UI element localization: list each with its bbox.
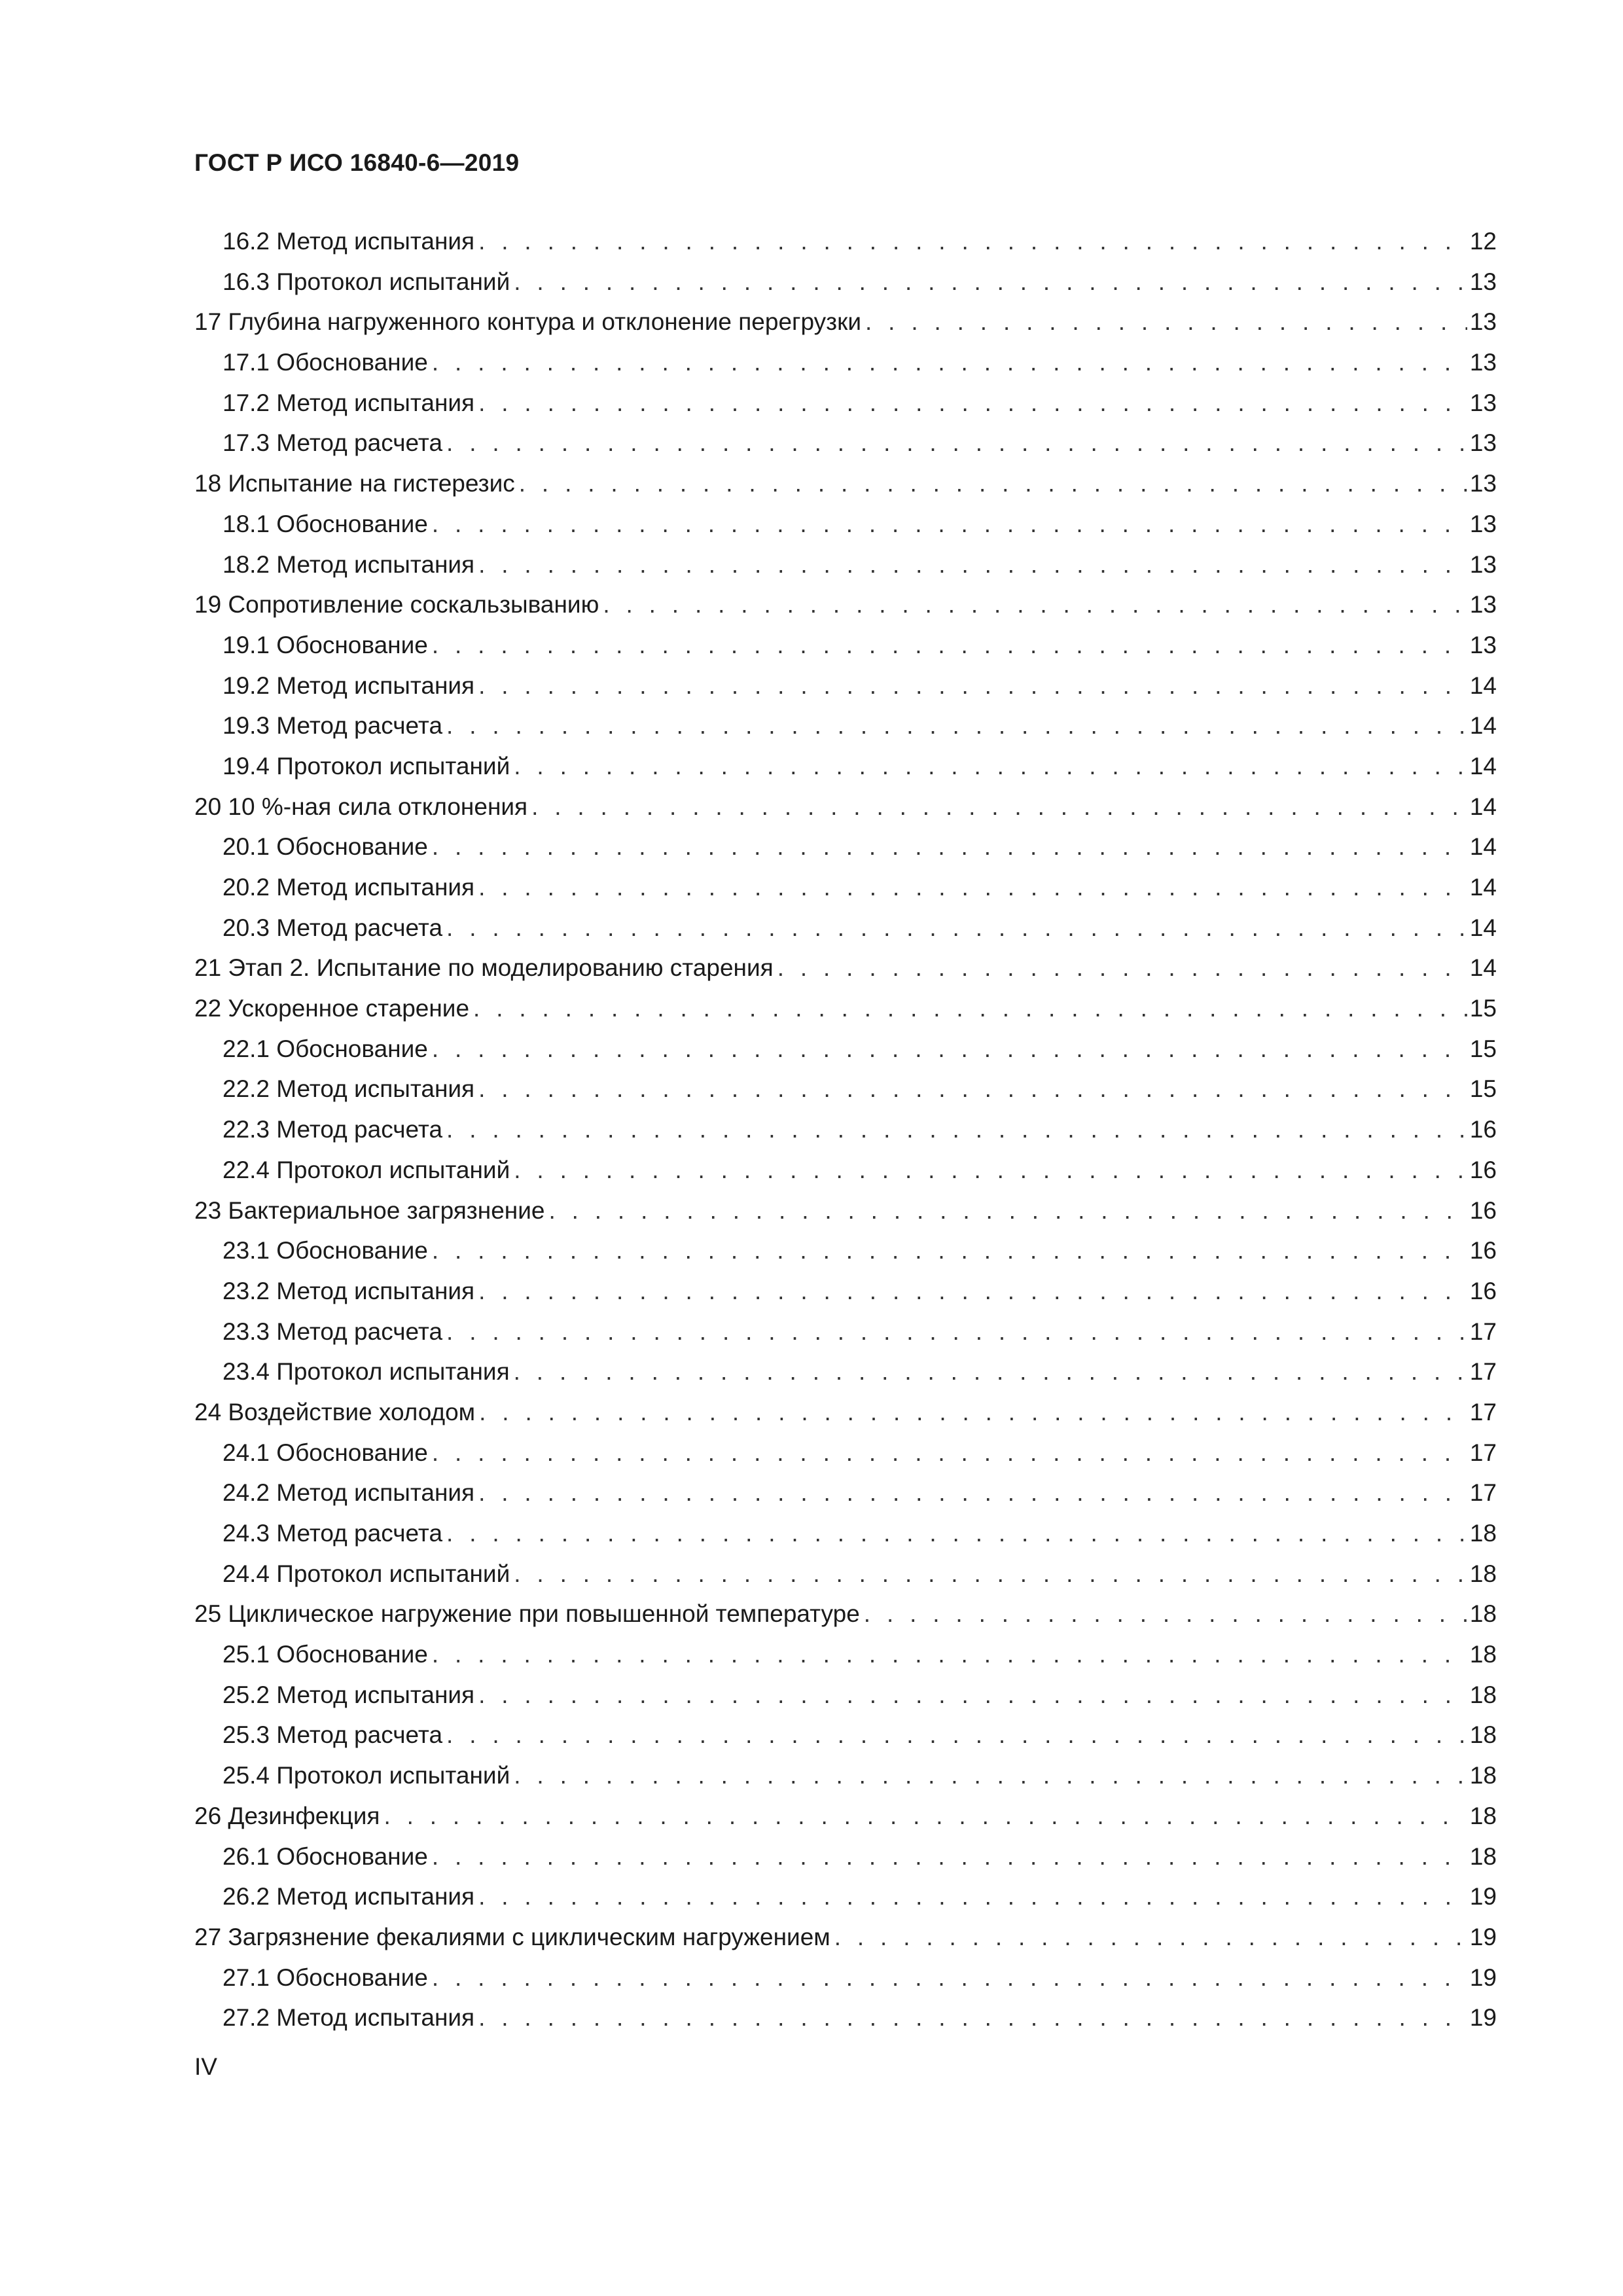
toc-entry-title: 16.3 Протокол испытаний [223, 268, 510, 295]
toc-entry-title: 19.1 Обоснование [223, 631, 428, 658]
toc-entry-title: 18.1 Обоснование [223, 510, 428, 537]
toc-entry[interactable] [194, 1109, 1497, 1150]
toc-entry-page: 16 [1469, 1237, 1497, 1265]
toc-entry-title: 27.2 Метод испытания [223, 2004, 475, 2032]
toc-entry[interactable] [194, 827, 1497, 867]
toc-entry-title: 20 10 %-ная сила отклонения [194, 793, 528, 820]
toc-entry-title: 19 Сопротивление соскальзыванию [194, 591, 599, 619]
toc-entry[interactable] [194, 1876, 1497, 1917]
toc-entry-title: 23.2 Метод испытания [223, 1277, 475, 1304]
dot-leader [446, 1715, 1467, 1755]
toc-entry[interactable] [194, 302, 1497, 342]
table-of-contents [194, 221, 1497, 2038]
toc-entry-title: 17 Глубина нагруженного контура и отклонение перегрузки [194, 308, 861, 336]
toc-entry-title: 20.2 Метод испытания [223, 874, 475, 901]
toc-entry[interactable] [194, 1998, 1497, 2038]
toc-entry-page: 15 [1469, 1075, 1497, 1103]
dot-leader [446, 908, 1467, 948]
toc-entry-page: 16 [1469, 1156, 1497, 1183]
toc-entry-title: 22 Ускоренное старение [194, 995, 470, 1022]
toc-entry-title: 17.2 Метод испытания [223, 389, 475, 416]
dot-leader [446, 1513, 1467, 1554]
toc-entry[interactable] [194, 787, 1497, 827]
toc-entry-title: 25.1 Обоснование [223, 1641, 428, 1668]
toc-entry-page: 18 [1469, 1721, 1497, 1749]
toc-entry[interactable] [194, 1594, 1497, 1634]
toc-entry-page: 14 [1469, 793, 1497, 820]
toc-entry-page: 13 [1469, 308, 1497, 336]
toc-entry[interactable] [194, 545, 1497, 585]
toc-entry[interactable] [194, 504, 1497, 545]
toc-entry[interactable] [194, 1029, 1497, 1069]
toc-entry[interactable] [194, 1755, 1497, 1796]
toc-entry-title: 24.3 Метод расчета [223, 1520, 443, 1547]
toc-entry-title: 25 Циклическое нагружение при повышенной температуре [194, 1600, 860, 1628]
toc-entry-title: 26.2 Метод испытания [223, 1883, 475, 1910]
dot-leader [531, 787, 1467, 827]
toc-entry-page: 15 [1469, 1035, 1497, 1062]
toc-entry-page: 18 [1469, 1802, 1497, 1829]
dot-leader [834, 1917, 1467, 1958]
dot-leader [478, 1998, 1467, 2038]
dot-leader [478, 666, 1467, 706]
toc-entry-page: 18 [1469, 1560, 1497, 1587]
dot-leader [514, 1554, 1467, 1594]
toc-entry-title: 19.3 Метод расчета [223, 712, 443, 740]
toc-entry[interactable] [194, 1473, 1497, 1513]
toc-entry[interactable] [194, 706, 1497, 746]
dot-leader [432, 342, 1467, 383]
toc-entry[interactable] [194, 1958, 1497, 1998]
dot-leader [432, 1230, 1467, 1271]
toc-entry-title: 22.2 Метод испытания [223, 1075, 475, 1103]
toc-entry-page: 17 [1469, 1398, 1497, 1426]
dot-leader [446, 1109, 1467, 1150]
dot-leader [478, 221, 1467, 262]
toc-entry-page: 14 [1469, 833, 1497, 861]
toc-entry[interactable] [194, 988, 1497, 1029]
toc-entry[interactable] [194, 1917, 1497, 1958]
toc-entry-page: 18 [1469, 1641, 1497, 1668]
dot-leader [478, 1069, 1467, 1109]
toc-entry[interactable] [194, 666, 1497, 706]
toc-entry[interactable] [194, 1069, 1497, 1109]
toc-entry-page: 19 [1469, 1964, 1497, 1991]
toc-entry-title: 27.1 Обоснование [223, 1964, 428, 1991]
toc-entry-title: 22.4 Протокол испытаний [223, 1156, 510, 1183]
toc-entry-title: 21 Этап 2. Испытание по моделированию старения [194, 954, 774, 982]
toc-entry-title: 18 Испытание на гистерезис [194, 470, 515, 497]
toc-entry-page: 13 [1469, 268, 1497, 295]
toc-entry[interactable] [194, 584, 1497, 625]
toc-entry-title: 23 Бактериальное загрязнение [194, 1196, 545, 1224]
toc-entry[interactable] [194, 221, 1497, 262]
toc-entry[interactable] [194, 1392, 1497, 1433]
toc-entry[interactable] [194, 625, 1497, 666]
toc-entry[interactable] [194, 463, 1497, 504]
toc-entry-page: 13 [1469, 349, 1497, 376]
toc-entry-title: 23.1 Обоснование [223, 1237, 428, 1265]
toc-entry-page: 14 [1469, 914, 1497, 941]
toc-entry[interactable] [194, 262, 1497, 302]
toc-entry[interactable] [194, 1796, 1497, 1837]
toc-entry-title: 22.3 Метод расчета [223, 1116, 443, 1143]
toc-entry[interactable] [194, 1634, 1497, 1675]
toc-entry-page: 14 [1469, 874, 1497, 901]
toc-entry-page: 17 [1469, 1318, 1497, 1345]
dot-leader [548, 1191, 1467, 1231]
dot-leader [478, 1473, 1467, 1513]
dot-leader [432, 504, 1467, 545]
dot-leader [383, 1796, 1467, 1837]
toc-entry-page: 12 [1469, 228, 1497, 255]
toc-entry[interactable] [194, 1554, 1497, 1594]
toc-entry[interactable] [194, 1513, 1497, 1554]
dot-leader [478, 1271, 1467, 1312]
toc-entry-title: 25.3 Метод расчета [223, 1721, 443, 1749]
toc-entry[interactable] [194, 423, 1497, 463]
dot-leader [514, 746, 1467, 787]
toc-entry[interactable] [194, 342, 1497, 383]
dot-leader [432, 1433, 1467, 1473]
dot-leader [514, 1150, 1467, 1191]
toc-entry-title: 20.3 Метод расчета [223, 914, 443, 941]
toc-entry-page: 17 [1469, 1479, 1497, 1507]
dot-leader [603, 584, 1467, 625]
toc-entry-title: 24.1 Обоснование [223, 1439, 428, 1466]
dot-leader [478, 383, 1467, 423]
toc-entry[interactable] [194, 1433, 1497, 1473]
dot-leader [514, 1352, 1467, 1392]
toc-entry-page: 13 [1469, 429, 1497, 457]
toc-entry-title: 18.2 Метод испытания [223, 550, 475, 578]
page-number: IV [194, 2053, 217, 2080]
toc-entry-page: 13 [1469, 389, 1497, 416]
toc-entry[interactable] [194, 1230, 1497, 1271]
toc-entry[interactable] [194, 1675, 1497, 1715]
dot-leader [446, 706, 1467, 746]
toc-entry-page: 18 [1469, 1762, 1497, 1789]
toc-entry[interactable] [194, 1150, 1497, 1191]
toc-entry-page: 14 [1469, 712, 1497, 740]
toc-entry-page: 18 [1469, 1681, 1497, 1708]
toc-entry-title: 19.4 Протокол испытаний [223, 752, 510, 780]
toc-entry-page: 14 [1469, 752, 1497, 780]
dot-leader [478, 545, 1467, 585]
toc-entry-page: 13 [1469, 591, 1497, 619]
dot-leader [514, 262, 1467, 302]
toc-entry-title: 19.2 Метод испытания [223, 672, 475, 699]
toc-entry-title: 17.1 Обоснование [223, 349, 428, 376]
dot-leader [777, 948, 1467, 988]
toc-entry-page: 15 [1469, 995, 1497, 1022]
toc-entry-page: 17 [1469, 1358, 1497, 1386]
toc-entry-page: 19 [1469, 1923, 1497, 1950]
toc-entry-page: 13 [1469, 470, 1497, 497]
toc-entry[interactable] [194, 1352, 1497, 1392]
dot-leader [478, 1675, 1467, 1715]
dot-leader [432, 625, 1467, 666]
document-title: ГОСТ Р ИСО 16840-6—2019 [194, 149, 520, 176]
toc-entry[interactable] [194, 948, 1497, 988]
toc-entry-page: 14 [1469, 954, 1497, 982]
dot-leader [478, 1876, 1467, 1917]
dot-leader [519, 463, 1467, 504]
toc-entry-title: 22.1 Обоснование [223, 1035, 428, 1062]
toc-entry-title: 26 Дезинфекция [194, 1802, 380, 1829]
toc-entry-title: 24 Воздействие холодом [194, 1398, 476, 1426]
toc-entry[interactable] [194, 383, 1497, 423]
toc-entry-page: 19 [1469, 2004, 1497, 2032]
toc-entry-title: 23.4 Протокол испытания [223, 1358, 510, 1386]
toc-entry[interactable] [194, 1715, 1497, 1755]
toc-entry-page: 16 [1469, 1196, 1497, 1224]
toc-entry-title: 25.4 Протокол испытаний [223, 1762, 510, 1789]
toc-entry[interactable] [194, 908, 1497, 948]
dot-leader [479, 1392, 1467, 1433]
toc-entry-page: 14 [1469, 672, 1497, 699]
toc-entry-page: 16 [1469, 1116, 1497, 1143]
toc-entry-title: 27 Загрязнение фекалиями с циклическим нагружением [194, 1923, 830, 1950]
dot-leader [432, 827, 1467, 867]
toc-entry-page: 13 [1469, 550, 1497, 578]
toc-entry[interactable] [194, 1837, 1497, 1877]
toc-entry-title: 24.4 Протокол испытаний [223, 1560, 510, 1587]
dot-leader [432, 1958, 1467, 1998]
dot-leader [432, 1837, 1467, 1877]
toc-entry[interactable] [194, 867, 1497, 908]
toc-entry[interactable] [194, 1271, 1497, 1312]
dot-leader [865, 302, 1467, 342]
toc-entry-title: 24.2 Метод испытания [223, 1479, 475, 1507]
toc-entry-page: 19 [1469, 1883, 1497, 1910]
toc-entry-title: 26.1 Обоснование [223, 1842, 428, 1870]
dot-leader [446, 423, 1467, 463]
toc-entry[interactable] [194, 1312, 1497, 1352]
dot-leader [478, 867, 1467, 908]
dot-leader [432, 1029, 1467, 1069]
toc-entry-page: 18 [1469, 1520, 1497, 1547]
dot-leader [864, 1594, 1467, 1634]
toc-entry[interactable] [194, 746, 1497, 787]
toc-entry-page: 18 [1469, 1842, 1497, 1870]
toc-entry-page: 16 [1469, 1277, 1497, 1304]
toc-entry-title: 17.3 Метод расчета [223, 429, 443, 457]
toc-entry[interactable] [194, 1191, 1497, 1231]
toc-entry-page: 13 [1469, 631, 1497, 658]
dot-leader [473, 988, 1467, 1029]
toc-entry-title: 23.3 Метод расчета [223, 1318, 443, 1345]
toc-entry-page: 18 [1469, 1600, 1497, 1628]
toc-entry-title: 25.2 Метод испытания [223, 1681, 475, 1708]
dot-leader [446, 1312, 1467, 1352]
toc-entry-page: 17 [1469, 1439, 1497, 1466]
dot-leader [432, 1634, 1467, 1675]
toc-entry-page: 13 [1469, 510, 1497, 537]
dot-leader [514, 1755, 1467, 1796]
toc-entry-title: 16.2 Метод испытания [223, 228, 475, 255]
toc-entry-title: 20.1 Обоснование [223, 833, 428, 861]
